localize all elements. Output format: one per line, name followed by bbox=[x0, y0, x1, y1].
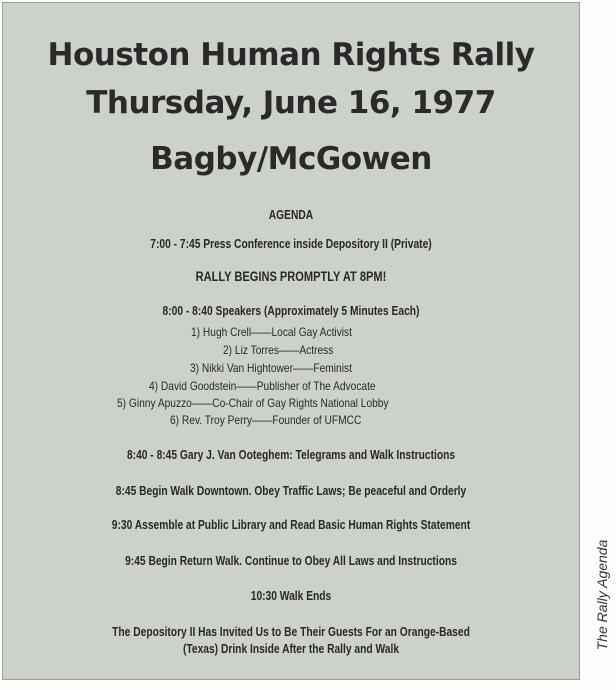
agenda-item-return-walk: 9:45 Begin Return Walk. Continue to Obey All Laws and Instructions bbox=[125, 554, 457, 568]
speaker-item: 5) Ginny Apuzzo——Co-Chair of Gay Rights National Lobby bbox=[117, 396, 389, 410]
closing-note-line-2: (Texas) Drink Inside After the Rally and Walk bbox=[182, 642, 400, 656]
speaker-item: 4) David Goodstein——Publisher of The Advocate bbox=[149, 379, 376, 393]
rally-begins-notice: RALLY BEGINS PROMPTLY AT 8PM! bbox=[195, 269, 387, 284]
flyer-title: Houston Human Rights Rally bbox=[47, 37, 535, 73]
flyer-location: Bagby/McGowen bbox=[150, 141, 432, 177]
figure-caption bbox=[592, 525, 612, 665]
speaker-item: 3) Nikki Van Hightower——Feminist bbox=[190, 361, 352, 375]
speaker-item: 6) Rev. Troy Perry——Founder of UFMCC bbox=[170, 413, 362, 427]
caption-text: The Rally Agenda bbox=[594, 539, 610, 651]
agenda-heading: AGENDA bbox=[268, 208, 314, 222]
flyer-date: Thursday, June 16, 1977 bbox=[86, 85, 496, 121]
agenda-item-walk-ends: 10:30 Walk Ends bbox=[250, 589, 332, 603]
speaker-item: 1) Hugh Crell——Local Gay Activist bbox=[191, 325, 352, 339]
agenda-item-telegrams: 8:40 - 8:45 Gary J. Van Ooteghem: Telegrams and Walk Instructions bbox=[126, 448, 456, 462]
speaker-item: 2) Liz Torres——Actress bbox=[223, 343, 334, 357]
closing-note-line-1: The Depository II Has Invited Us to Be Their Guests For an Orange-Based bbox=[112, 625, 470, 639]
agenda-item-speakers: 8:00 - 8:40 Speakers (Approximately 5 Minutes Each) bbox=[162, 304, 420, 318]
rally-flyer bbox=[2, 2, 580, 680]
agenda-item-assemble: 9:30 Assemble at Public Library and Read Basic Human Rights Statement bbox=[111, 518, 471, 532]
agenda-item-walk-downtown: 8:45 Begin Walk Downtown. Obey Traffic Laws; Be peaceful and Orderly bbox=[115, 484, 467, 498]
agenda-item-press-conference: 7:00 - 7:45 Press Conference inside Depository II (Private) bbox=[150, 237, 432, 251]
